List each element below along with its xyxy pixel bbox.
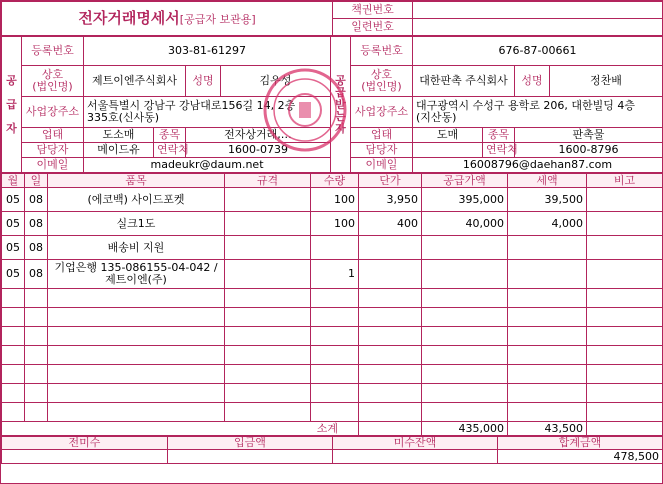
deposit-value: [168, 450, 333, 464]
item-qty: 1: [311, 260, 359, 289]
receiver-company-label: 상호(법인명): [351, 66, 413, 97]
col-note: 비고: [587, 174, 663, 188]
item-item: 실크1도: [48, 212, 225, 236]
receiver-email-label: 이메일: [351, 158, 413, 173]
empty-cell: [311, 289, 359, 308]
empty-cell: [508, 346, 587, 365]
empty-cell: [2, 365, 25, 384]
receiver-email: 16008796@daehan87.com: [413, 158, 663, 173]
empty-cell: [311, 384, 359, 403]
receiver-name: 정찬배: [550, 66, 663, 97]
unpaid-label: 미수잔액: [333, 437, 498, 450]
items-table: [1, 173, 663, 436]
empty-cell: [25, 346, 48, 365]
supplier-biz-item-label: 종목: [154, 128, 186, 143]
empty-cell: [508, 308, 587, 327]
empty-cell: [48, 289, 225, 308]
item-day: 08: [25, 212, 48, 236]
empty-cell: [587, 346, 663, 365]
empty-cell: [359, 289, 422, 308]
item-price: [359, 236, 422, 260]
item-tax: 4,000: [508, 212, 587, 236]
supplier-company-label: 상호(법인명): [22, 66, 84, 97]
item-price: 400: [359, 212, 422, 236]
item-supply: [422, 236, 508, 260]
item-note: [587, 236, 663, 260]
subtotal-label: 소계: [2, 422, 359, 436]
item-supply: 395,000: [422, 188, 508, 212]
empty-cell: [508, 403, 587, 422]
empty-cell: [48, 346, 225, 365]
empty-cell: [311, 327, 359, 346]
item-month: 05: [2, 188, 25, 212]
empty-cell: [2, 308, 25, 327]
subtotal-row: [2, 422, 663, 436]
item-note: [587, 260, 663, 289]
item-item: 배송비 지원: [48, 236, 225, 260]
prev-balance-label: 전미수: [2, 437, 168, 450]
empty-item-row: [2, 327, 663, 346]
item-row: [2, 212, 663, 236]
supplier-biz-type-label: 업태: [22, 128, 84, 143]
supplier-manager-label: 담당자: [22, 143, 84, 158]
empty-cell: [359, 346, 422, 365]
item-item: 기업은행 135-086155-04-042 / 제트이엔(주): [48, 260, 225, 289]
empty-cell: [225, 384, 311, 403]
empty-cell: [225, 308, 311, 327]
supplier-manager: 메이드유: [84, 143, 154, 158]
empty-item-row: [2, 346, 663, 365]
item-spec: [225, 236, 311, 260]
item-month: 05: [2, 236, 25, 260]
empty-cell: [25, 365, 48, 384]
supplier-name-label: 성명: [186, 66, 221, 97]
empty-cell: [25, 308, 48, 327]
supplier-biz-item: 전자상거래,…: [186, 128, 331, 143]
empty-cell: [225, 289, 311, 308]
empty-cell: [25, 327, 48, 346]
supplier-email: madeukr@daum.net: [84, 158, 331, 173]
item-note: [587, 212, 663, 236]
supplier-company: 제트이엔주식회사: [84, 66, 186, 97]
supplier-biz-type: 도소매: [84, 128, 154, 143]
empty-cell: [48, 365, 225, 384]
supplier-email-label: 이메일: [22, 158, 84, 173]
serial-no-label: 일련번호: [333, 19, 413, 36]
empty-cell: [2, 403, 25, 422]
footer-table: [1, 436, 663, 464]
total-value: 478,500: [498, 450, 663, 464]
item-supply: [422, 260, 508, 289]
empty-cell: [422, 327, 508, 346]
col-qty: 수량: [311, 174, 359, 188]
empty-item-row: [2, 308, 663, 327]
serial-no-value[interactable]: [413, 19, 663, 36]
deposit-label: 입금액: [168, 437, 333, 450]
empty-cell: [225, 365, 311, 384]
empty-cell: [422, 384, 508, 403]
col-item: 품목: [48, 174, 225, 188]
supplier-name: 김우성: [221, 66, 331, 97]
empty-cell: [359, 365, 422, 384]
empty-cell: [422, 289, 508, 308]
empty-cell: [225, 327, 311, 346]
receiver-biz-type-label: 업태: [351, 128, 413, 143]
receiver-biz-type: 도매: [413, 128, 483, 143]
empty-cell: [359, 308, 422, 327]
item-row: [2, 236, 663, 260]
item-note: [587, 188, 663, 212]
empty-cell: [2, 289, 25, 308]
receiver-contact-label: 연락처: [483, 143, 515, 158]
empty-cell: [311, 365, 359, 384]
empty-item-row: [2, 384, 663, 403]
supplier-contact: 1600-0739: [186, 143, 331, 158]
empty-cell: [587, 308, 663, 327]
receiver-biz-item-label: 종목: [483, 128, 515, 143]
empty-cell: [48, 308, 225, 327]
empty-cell: [587, 403, 663, 422]
empty-cell: [508, 327, 587, 346]
item-month: 05: [2, 212, 25, 236]
receiver-address-label: 사업장주소: [351, 97, 413, 128]
item-qty: [311, 236, 359, 260]
subtotal-note: [587, 422, 663, 436]
empty-cell: [587, 384, 663, 403]
item-row: [2, 260, 663, 289]
empty-cell: [25, 384, 48, 403]
supplier-address-label: 사업장주소: [22, 97, 84, 128]
col-spec: 규격: [225, 174, 311, 188]
receiver-biz-item: 판촉물: [515, 128, 663, 143]
empty-cell: [25, 289, 48, 308]
empty-item-row: [2, 289, 663, 308]
receiver-name-label: 성명: [515, 66, 550, 97]
header-table: [1, 1, 663, 36]
item-price: 3,950: [359, 188, 422, 212]
document-title: 전자거래명세서[공급자 보관용]: [2, 2, 333, 36]
item-tax: 39,500: [508, 188, 587, 212]
empty-cell: [587, 365, 663, 384]
empty-cell: [359, 403, 422, 422]
empty-cell: [311, 403, 359, 422]
receiver-address: 대구광역시 수성구 용학로 206, 대한빌딩 4층(지산동): [413, 97, 663, 128]
empty-cell: [422, 365, 508, 384]
item-qty: 100: [311, 212, 359, 236]
items-body: [2, 188, 663, 422]
empty-cell: [359, 327, 422, 346]
empty-cell: [422, 308, 508, 327]
empty-cell: [422, 403, 508, 422]
items-header-row: [2, 174, 663, 188]
empty-cell: [225, 346, 311, 365]
empty-cell: [48, 327, 225, 346]
empty-cell: [508, 365, 587, 384]
supplier-reg-no-label: 등록번호: [22, 37, 84, 66]
subtotal-tax: 43,500: [508, 422, 587, 436]
col-price: 단가: [359, 174, 422, 188]
empty-cell: [2, 327, 25, 346]
col-day: 일: [25, 174, 48, 188]
empty-cell: [508, 289, 587, 308]
receiver-reg-no-label: 등록번호: [351, 37, 413, 66]
supplier-reg-no: 303-81-61297: [84, 37, 331, 66]
item-day: 08: [25, 236, 48, 260]
subtotal-price: [359, 422, 422, 436]
empty-cell: [2, 346, 25, 365]
item-item: (에코백) 사이드포켓: [48, 188, 225, 212]
empty-cell: [508, 384, 587, 403]
item-day: 08: [25, 188, 48, 212]
col-month: 월: [2, 174, 25, 188]
book-no-value[interactable]: [413, 2, 663, 19]
book-no-label: 책권번호: [333, 2, 413, 19]
empty-cell: [48, 384, 225, 403]
empty-cell: [587, 289, 663, 308]
receiver-side-label: 공 급 받 는 자: [331, 37, 351, 173]
parties-table: [1, 36, 663, 173]
receiver-manager-label: 담당자: [351, 143, 413, 158]
supplier-contact-label: 연락처: [154, 143, 186, 158]
item-row: [2, 188, 663, 212]
empty-item-row: [2, 365, 663, 384]
receiver-reg-no: 676-87-00661: [413, 37, 663, 66]
col-tax: 세액: [508, 174, 587, 188]
empty-cell: [48, 403, 225, 422]
receiver-company: 대한판촉 주식회사: [413, 66, 515, 97]
unpaid-value: [333, 450, 498, 464]
item-spec: [225, 260, 311, 289]
supplier-side-label: 공 급 자: [2, 37, 22, 173]
empty-cell: [587, 327, 663, 346]
item-day: 08: [25, 260, 48, 289]
item-tax: [508, 260, 587, 289]
item-spec: [225, 212, 311, 236]
empty-cell: [311, 308, 359, 327]
col-supply: 공급가액: [422, 174, 508, 188]
item-price: [359, 260, 422, 289]
item-spec: [225, 188, 311, 212]
item-supply: 40,000: [422, 212, 508, 236]
empty-cell: [422, 346, 508, 365]
receiver-contact: 1600-8796: [515, 143, 663, 158]
empty-cell: [2, 384, 25, 403]
subtotal-supply: 435,000: [422, 422, 508, 436]
empty-cell: [225, 403, 311, 422]
receiver-manager: [413, 143, 483, 158]
empty-cell: [359, 384, 422, 403]
supplier-address: 서울특별시 강남구 강남대로156길 14, 2층 335호(신사동): [84, 97, 331, 128]
total-label: 합계금액: [498, 437, 663, 450]
empty-item-row: [2, 403, 663, 422]
empty-cell: [311, 346, 359, 365]
prev-balance-value: [2, 450, 168, 464]
item-month: 05: [2, 260, 25, 289]
item-tax: [508, 236, 587, 260]
empty-cell: [25, 403, 48, 422]
item-qty: 100: [311, 188, 359, 212]
